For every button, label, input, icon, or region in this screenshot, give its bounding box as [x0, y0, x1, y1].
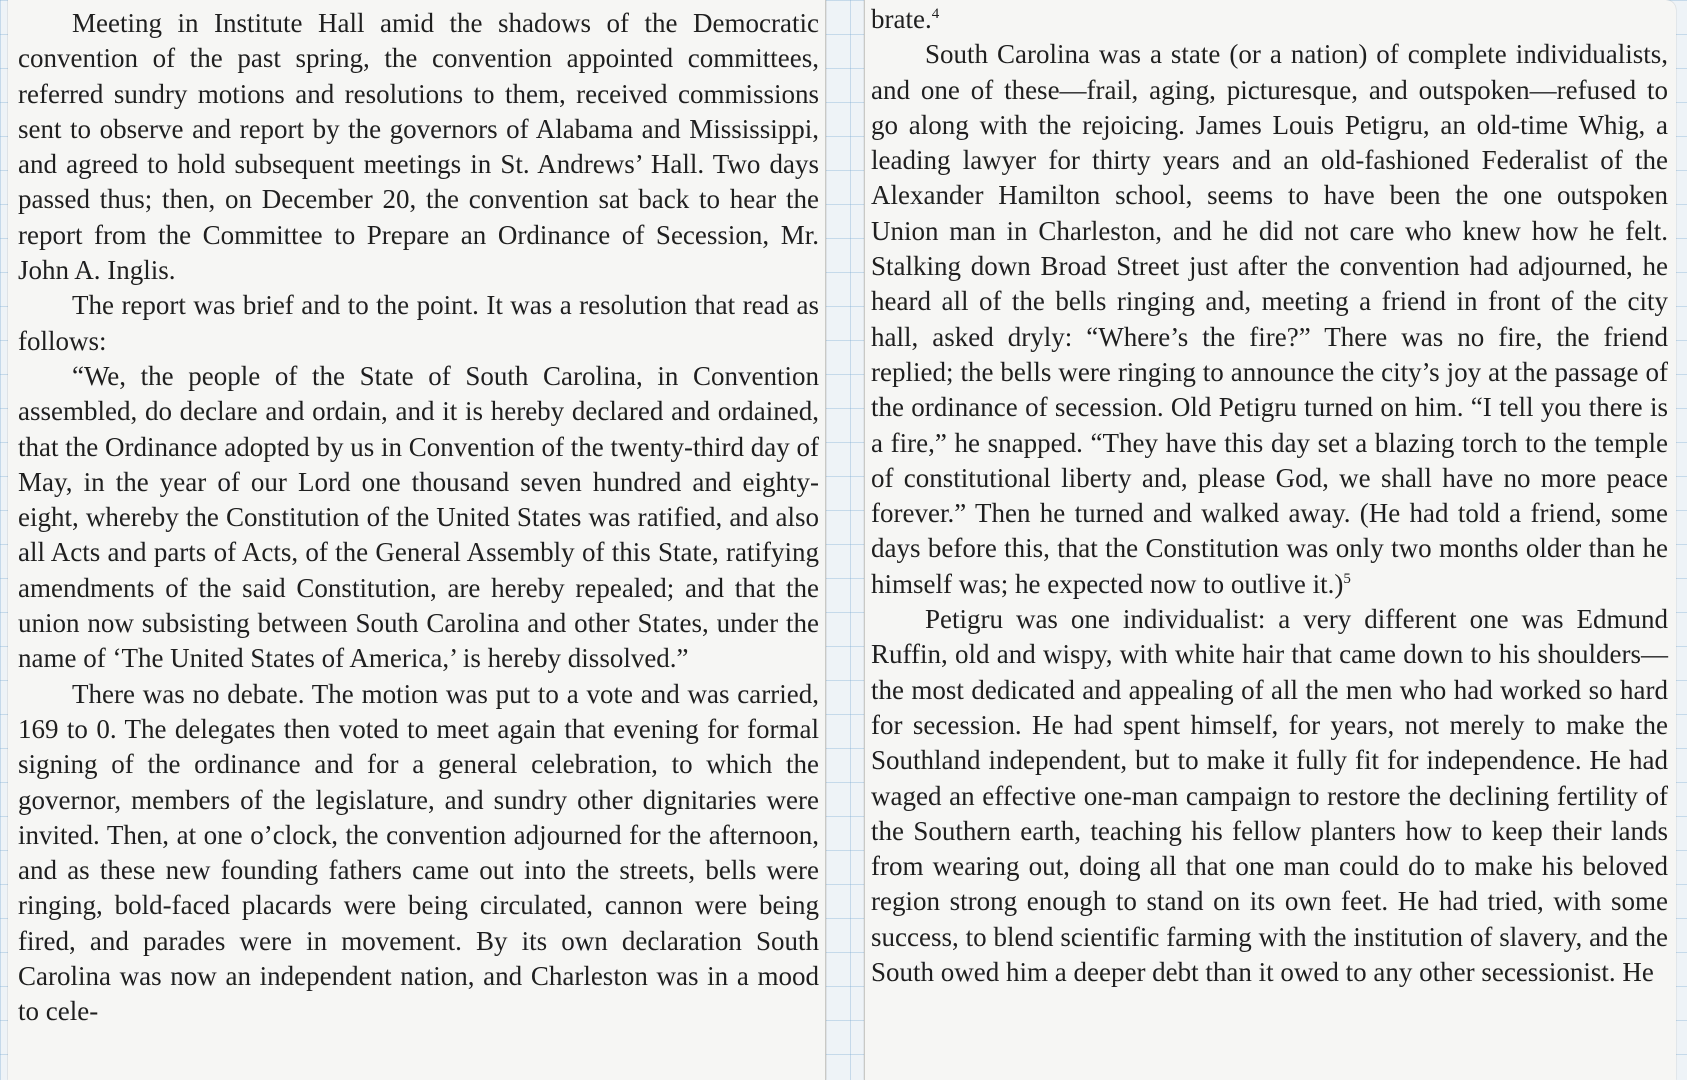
paragraph-no-debate: There was no debate. The motion was put to a vote and was carried, 169 to 0. The delegates then voted to meet again that evening for formal signing of the ordinance and for a general celebration, to which the governor, members of the legislature, and sundry other dignitaries were invited. Then, at one o’clock, the convention adjourned for the afternoon, and as these new founding fathers came out into the streets, bells were ringing, bold-faced placards were being circulated, cannon were being fired, and parades were in movement. By its own declaration South Carolina was now an independent nation, and Charleston was in a mood to cele- [18, 678, 819, 1027]
continued-word: brate. [871, 4, 932, 34]
paragraph-report-brief: The report was brief and to the point. It was a resolution that read as follows: [18, 290, 819, 356]
paragraph-meeting-in-institute-hall: Meeting in Institute Hall amid the shadows of the Democratic convention of the past spring, the convention appointed committees, referred sundry motions and resolutions to them, received commissions sent to observe and report by the governors of Alabama and Mississippi, and agreed to hold subsequent meetings in St. Andrews’ Hall. Two days passed thus; then, on December 20, the convention sat back to hear the report from the Committee to Prepare an Ordinance of Secession, Mr. John A. Inglis. [18, 8, 819, 286]
paragraph-ruffin: Petigru was one individualist: a very different one was Edmund Ruffin, old and wispy, with white hair that came down to his shoulders—the most dedicated and appealing of all the men who had worked so hard for secession. He had spent himself, for years, not merely to make the Southland independent, but to make it fully fit for independence. He had waged an effective one-man campaign to restore the declining fertility of the Southern earth, teaching his fellow planters how to keep their lands from wearing out, doing all that one man could do to make his beloved region strong enough to stand on its own feet. He had tried, with some success, to blend scientific farming with the institution of slavery, and the South owed him a deeper debt than it owed to any other secessionist. He [871, 604, 1668, 988]
paragraph-continuation [871, 2, 1668, 37]
footnote-marker-5: 5 [1343, 570, 1351, 587]
paragraph-petigru [871, 37, 1668, 602]
ordinance-quotation: “We, the people of the State of South Carolina, in Convention assembled, do declare and ordain, and it is hereby declared and ordained, that the Ordinance adopted by us in Convention of the twenty-third day of May, in the year of our Lord one thousand seven hundred and eighty-eight, whereby the Constitution of the United States was ratified, and also all Acts and parts of Acts, of the General Assembly of this State, ratifying amendments of the said Constitution, are hereby repealed; and that the union now subsisting between South Carolina and other States, under the name of ‘The United States of America,’ is hereby dissolved.” [18, 360, 819, 674]
footnote-marker-4: 4 [931, 6, 940, 22]
right-text-clipping [864, 0, 1676, 1080]
petigru-text: South Carolina was a state (or a nation) of complete individualists, and one of these—frail, aging, picturesque, and outspoken—refused to go along with the rejoicing. James Louis Petigru, an old-time Whig, a leading lawyer for thirty years and an old-fashioned Federalist of the Alexander Hamilton school, seems to have been the one outspoken Union man in Charleston, and he did not care who knew how he felt. Stalking down Broad Street just after the convention had adjourned, he heard all of the bells ringing and, meeting a friend in front of the city hall, asked dryly: “Where’s the fire?” There was no fire, the friend replied; the bells were ringing to announce the city’s joy at the passage of the ordinance of secession. Old Petigru turned on him. “I tell you there is a fire,” he snapped. “They have this day set a blazing torch to the temple of constitutional liberty and, please God, we shall have no more peace forever.” Then he turned and walked away. (He had told a friend, some days before this, that the Constitution was only two months older than he himself was; he expected now to outlive it.) [871, 39, 1668, 599]
left-text-clipping [8, 0, 826, 1080]
